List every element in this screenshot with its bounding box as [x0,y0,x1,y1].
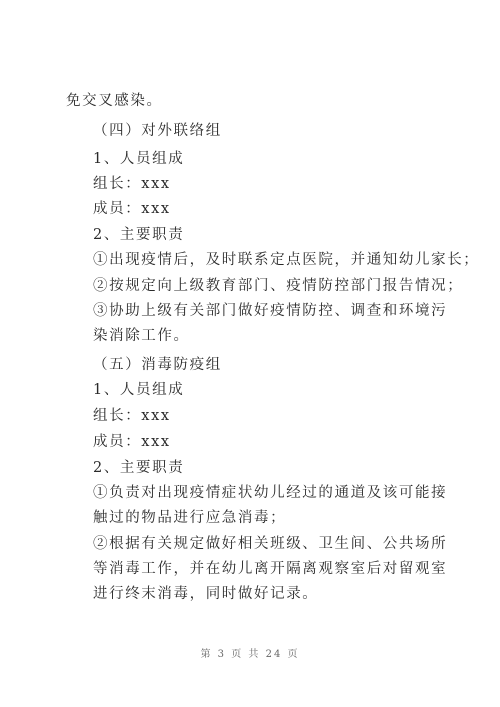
subheading-staffing: 1、人员组成 [93,151,185,167]
section-heading-liaison-group: （四）对外联络组 [93,123,222,139]
duty-item-3-text: ③协助上级有关部门做好疫情防控、调查和环境污染消除工作。 [93,303,448,344]
subheading-staffing-2: 1、人员组成 [93,382,185,398]
duty-item-3 [93,299,449,349]
disinfection-duty-item-2 [93,532,449,607]
disinfection-duty-item-1 [93,481,449,531]
section-heading-disinfection-group: （五）消毒防疫组 [93,357,222,373]
group-members-line: 成员：xxx [93,201,171,217]
subheading-duties: 2、主要职责 [93,227,185,243]
group-leader-line-2: 组长：xxx [93,408,171,424]
subheading-duties-2: 2、主要职责 [93,460,185,476]
disinfection-duty-item-2-text: ②根据有关规定做好相关班级、卫生间、公共场所等消毒工作，并在幼儿离开隔离观察室后对留观室进行终末消毒，同时做好记录。 [93,536,448,602]
page-number-footer: 第 3 页 共 24 页 [200,649,300,660]
text-line-1: 免交叉感染。 [66,93,163,109]
disinfection-duty-item-1-text: ①负责对出现疫情症状幼儿经过的通道及该可能接触过的物品进行应急消毒； [93,485,448,526]
duty-item-1: ①出现疫情后，及时联系定点医院，并通知幼儿家长； [93,252,480,268]
group-leader-line: 组长：xxx [93,176,171,192]
duty-item-2: ②按规定向上级教育部门、疫情防控部门报告情况； [93,278,464,294]
group-members-line-2: 成员：xxx [93,434,171,450]
